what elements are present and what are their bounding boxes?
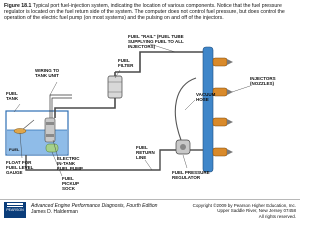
float-label-3: GAUGE: [6, 170, 23, 175]
fuel-rail-label-3: INJECTORS): [128, 44, 156, 49]
fuel-pump-label-2: IN-TANK: [57, 161, 76, 166]
return-line-label-3: LINE: [136, 155, 147, 160]
fuel-tank-label: FUEL: [6, 91, 18, 96]
injector-2: [213, 88, 233, 96]
pickup-sock-label: FUEL: [62, 176, 74, 181]
vacuum-hose-label: VACUUM: [196, 92, 216, 97]
copyright-line-2: Upper Saddle River, New Jersey 07458: [217, 208, 296, 214]
electric-fuel-pump: [45, 118, 55, 142]
injector-3: [213, 118, 233, 126]
injector-1: [213, 58, 233, 66]
fuel-rail: [203, 47, 213, 172]
wiring-label: WIRING TO: [35, 68, 60, 73]
vacuum-hose: [175, 78, 196, 140]
regulator-label: FUEL PRESSURE: [172, 170, 210, 175]
fuel-rail-label-2: SUPPLYING FUEL TO ALL: [128, 39, 184, 44]
logo-text: PEARSON: [6, 208, 24, 212]
fuel-filter: [108, 76, 122, 98]
injectors: [213, 58, 233, 156]
float-label-2: FUEL LEVEL: [6, 165, 34, 170]
fuel-pressure-regulator: [176, 140, 190, 154]
float-label: FLOAT FOR: [6, 160, 32, 165]
return-line-label-2: RETURN: [136, 150, 155, 155]
injectors-label: INJECTORS: [250, 76, 276, 81]
fuel-filter-label-2: FILTER: [118, 63, 134, 68]
pearson-logo: [4, 202, 26, 218]
copyright: [161, 203, 296, 219]
fuel-filter-label: FUEL: [118, 58, 130, 63]
pickup-sock-label-3: SOCK: [62, 186, 76, 191]
fuel-pump-label-3: FUEL PUMP: [57, 166, 83, 171]
book-info: [31, 203, 157, 215]
injector-4: [213, 148, 233, 156]
footer-divider: [0, 199, 300, 200]
regulator-label-2: REGULATOR: [172, 175, 201, 180]
figure-caption-text: Typical port fuel-injection system, indicating the location of various components. Notice that the fuel pressure regulator is located on the fuel return side of the system. The computer does not control fuel pressure, but does control the operation of the electric fuel pump (on most systems) and the pulsing on and off of the injectors.: [4, 3, 285, 22]
return-line-label: FUEL: [136, 145, 148, 150]
fuel-rail-label: FUEL "RAIL" (FUEL TUBE: [128, 34, 184, 39]
fuel-supply-line: [55, 52, 205, 118]
copyright-line-3: All rights reserved.: [258, 213, 296, 219]
book-author: James D. Halderman: [31, 209, 78, 215]
fuel-gauge-mark: FUEL: [9, 147, 20, 152]
wiring-label-2: TANK UNIT: [35, 73, 59, 78]
pickup-sock-label-2: PICKUP: [62, 181, 80, 186]
book-title: Advanced Engine Performance Diagnosis, Fourth Edition: [31, 203, 158, 209]
vacuum-hose-label-2: HOSE: [196, 97, 209, 102]
figure-number: Figure 18.1: [4, 3, 32, 9]
fuel-tank-label-2: TANK: [6, 96, 19, 101]
injectors-label-2: (NOZZLES): [250, 81, 274, 86]
copyright-line-1: Copyright ©2009 by Pearson Higher Education, Inc.: [192, 203, 296, 208]
fuel-pump-label: ELECTRIC: [57, 156, 80, 161]
